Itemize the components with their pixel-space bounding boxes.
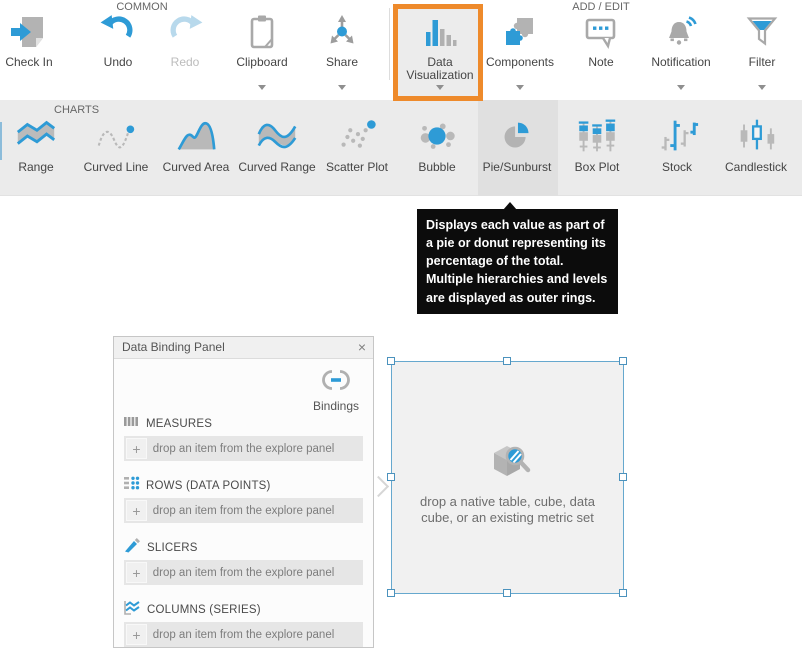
section-header-measures xyxy=(124,416,373,431)
chevron-down-icon[interactable] xyxy=(758,85,766,90)
section-header-columns xyxy=(124,602,373,617)
clipboard-icon xyxy=(224,8,300,56)
check-in-icon xyxy=(0,8,67,56)
share-icon xyxy=(304,8,380,56)
bindings-button[interactable] xyxy=(313,369,359,413)
toolbar-separator xyxy=(389,8,390,80)
toolbar-item-filter[interactable] xyxy=(724,8,800,98)
chart-item-label: Curved Range xyxy=(238,160,316,174)
toolbar-row-charts xyxy=(0,100,802,196)
panel-header[interactable] xyxy=(114,337,373,359)
section-header-rows xyxy=(124,478,373,493)
curved-line-chart-icon xyxy=(78,112,154,160)
section-label: COLUMNS (SERIES) xyxy=(147,603,261,616)
chart-item-label: Curved Line xyxy=(83,160,149,174)
candlestick-chart-icon xyxy=(718,112,794,160)
section-label-charts: CHARTS xyxy=(54,104,100,116)
plus-icon[interactable]: + xyxy=(126,624,147,645)
toolbar-item-label: Components xyxy=(485,55,555,69)
chevron-down-icon[interactable] xyxy=(677,85,685,90)
resize-handle-sw[interactable] xyxy=(387,589,395,597)
section-header-slicers xyxy=(124,540,373,555)
bindings-link-icon xyxy=(322,369,350,396)
chevron-down-icon[interactable] xyxy=(436,85,444,90)
chart-item-curved-area[interactable] xyxy=(158,112,234,192)
toolbar-item-label: Note xyxy=(588,55,614,69)
chart-item-curved-range[interactable] xyxy=(239,112,315,192)
chart-item-curved-line[interactable] xyxy=(78,112,154,192)
chart-item-label: Box Plot xyxy=(574,160,620,174)
filter-icon xyxy=(724,8,800,56)
curved-range-chart-icon xyxy=(239,112,315,160)
chart-item-box-plot[interactable] xyxy=(559,112,635,192)
rows-drop-zone[interactable] xyxy=(124,498,363,523)
resize-handle-e[interactable] xyxy=(619,473,627,481)
chart-item-bubble[interactable] xyxy=(399,112,475,192)
pie-sunburst-tooltip: Displays each value as part of a pie or donut representing its percentage of the total. Multiple hierarchies and levels are displayed as outer rings. xyxy=(417,209,618,314)
panel-title: Data Binding Panel xyxy=(122,340,225,354)
chart-item-label: Curved Area xyxy=(162,160,230,174)
empty-visualization-placeholder[interactable] xyxy=(391,361,624,594)
resize-handle-n[interactable] xyxy=(503,357,511,365)
chart-item-label: Scatter Plot xyxy=(325,160,389,174)
plus-icon[interactable]: + xyxy=(126,438,147,459)
chevron-down-icon[interactable] xyxy=(516,85,524,90)
toolbar-item-components[interactable] xyxy=(482,8,558,98)
chevron-down-icon[interactable] xyxy=(338,85,346,90)
measures-drop-zone[interactable] xyxy=(124,436,363,461)
stock-chart-icon xyxy=(639,112,715,160)
chart-item-label: Pie/Sunburst xyxy=(482,160,552,174)
toolbar-item-redo xyxy=(147,8,223,98)
chart-item-label: Stock xyxy=(661,160,692,174)
chevron-down-icon[interactable] xyxy=(258,85,266,90)
chart-item-label: Candlestick xyxy=(724,160,788,174)
bubble-chart-icon xyxy=(399,112,475,160)
bindings-label: Bindings xyxy=(312,399,359,413)
toolbar-item-label: Undo xyxy=(103,55,133,69)
toolbar-item-label: Data Visualization xyxy=(406,55,474,82)
section-label: ROWS (DATA POINTS) xyxy=(146,479,271,492)
section-label-add-edit: ADD / EDIT xyxy=(572,1,630,13)
section-label: SLICERS xyxy=(147,541,198,554)
toolbar-item-undo[interactable] xyxy=(80,8,156,98)
toolbar-item-check-in[interactable] xyxy=(0,8,67,98)
columns-drop-zone[interactable] xyxy=(124,622,363,647)
notification-icon xyxy=(643,8,719,56)
resize-handle-nw[interactable] xyxy=(387,357,395,365)
plus-icon[interactable]: + xyxy=(126,500,147,521)
scatter-plot-chart-icon xyxy=(319,112,395,160)
toolbar-item-label: Clipboard xyxy=(236,55,288,69)
plus-icon[interactable]: + xyxy=(126,562,147,583)
section-label-common: COMMON xyxy=(116,1,168,13)
drop-zone-hint: drop an item from the explore panel xyxy=(152,504,335,517)
note-icon xyxy=(563,8,639,56)
toolbar-row-common xyxy=(0,0,802,100)
columns-series-icon xyxy=(124,600,141,620)
measures-icon xyxy=(124,415,140,433)
chart-item-scatter-plot[interactable] xyxy=(319,112,395,192)
curved-area-chart-icon xyxy=(158,112,234,160)
undo-icon xyxy=(80,8,156,56)
components-icon xyxy=(482,8,558,56)
chart-item-stock[interactable] xyxy=(639,112,715,192)
slicers-drop-zone[interactable] xyxy=(124,560,363,585)
chart-item-pie-sunburst[interactable] xyxy=(479,112,555,192)
resize-handle-se[interactable] xyxy=(619,589,627,597)
resize-handle-w[interactable] xyxy=(387,473,395,481)
toolbar-item-label: Redo xyxy=(170,55,200,69)
drop-zone-hint: drop an item from the explore panel xyxy=(152,442,335,455)
rows-data-points-icon xyxy=(124,476,140,495)
toolbar-item-label: Share xyxy=(325,55,359,69)
resize-handle-ne[interactable] xyxy=(619,357,627,365)
redo-icon xyxy=(147,8,223,56)
resize-handle-s[interactable] xyxy=(503,589,511,597)
placeholder-hint-text: drop a native table, cube, data cube, or an existing metric set xyxy=(420,493,595,525)
close-icon[interactable]: × xyxy=(357,339,366,355)
cube-search-icon xyxy=(482,439,534,490)
toolbar-item-label: Filter xyxy=(748,55,776,69)
toolbar-item-data-visualization[interactable] xyxy=(400,8,480,98)
chart-item-label: Range xyxy=(18,160,54,174)
data-visualization-icon xyxy=(400,8,480,56)
box-plot-chart-icon xyxy=(559,112,635,160)
toolbar-item-share[interactable] xyxy=(304,8,380,98)
chart-item-label: Bubble xyxy=(418,160,456,174)
pie-sunburst-chart-icon xyxy=(479,112,555,160)
slicers-icon xyxy=(124,538,141,558)
chart-item-candlestick[interactable] xyxy=(718,112,794,192)
toolbar-item-clipboard[interactable] xyxy=(224,8,300,98)
toolbar-item-note[interactable] xyxy=(563,8,639,98)
range-chart-icon xyxy=(0,112,74,160)
drop-zone-hint: drop an item from the explore panel xyxy=(152,566,335,579)
section-label: MEASURES xyxy=(146,417,213,430)
chart-item-range[interactable] xyxy=(0,112,74,192)
toolbar-item-notification[interactable] xyxy=(643,8,719,98)
data-binding-panel xyxy=(113,336,374,648)
toolbar-item-label: Notification xyxy=(651,55,711,69)
drop-zone-hint: drop an item from the explore panel xyxy=(152,628,335,641)
toolbar-item-label: Check In xyxy=(5,55,53,69)
